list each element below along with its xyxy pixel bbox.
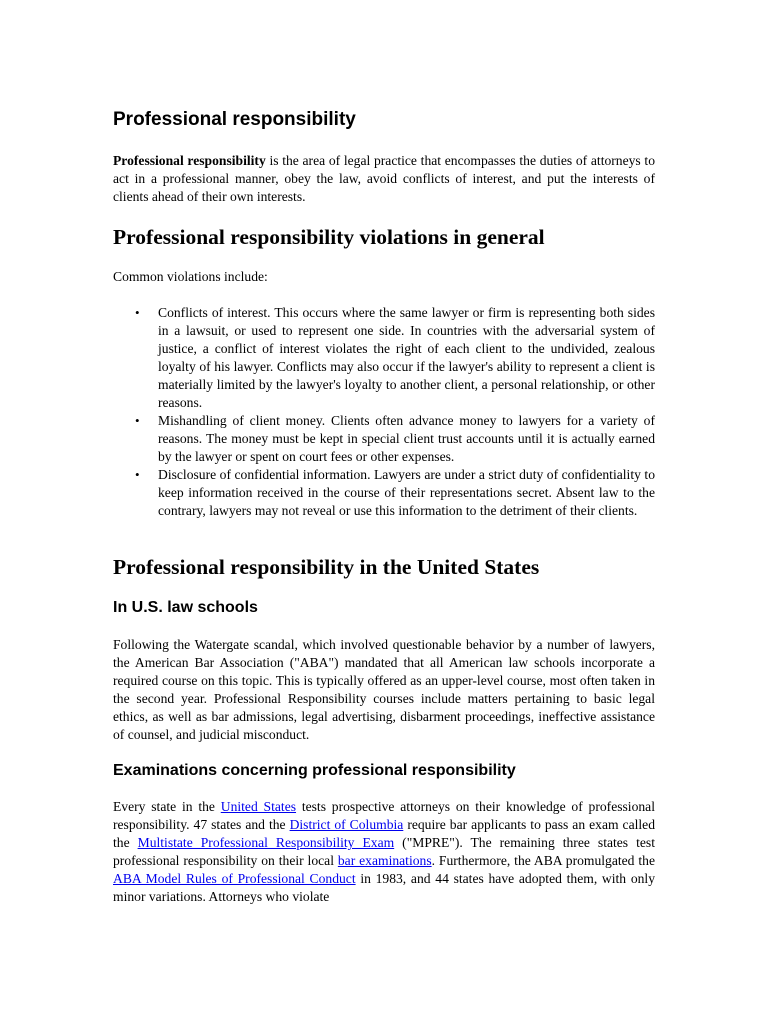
bullet-icon: • bbox=[135, 467, 140, 482]
link-aba-model-rules[interactable]: ABA Model Rules of Professional Conduct bbox=[113, 871, 356, 886]
bullet-icon: • bbox=[135, 305, 140, 320]
link-district-of-columbia[interactable]: District of Columbia bbox=[289, 817, 404, 832]
intro-paragraph bbox=[113, 152, 655, 206]
violations-lead: Common violations include: bbox=[113, 269, 268, 284]
violations-list bbox=[113, 304, 655, 520]
exams-heading: Examinations concerning professional responsibility bbox=[113, 762, 516, 779]
intro-text: is the area of legal practice that encompasses the duties of attorneys to act in a professional manner, obey the law, avoid conflicts of interest, and put the interests of clients ahead of their own interests. bbox=[113, 153, 655, 204]
list-item: • Disclosure of confidential information. Lawyers are under a strict duty of confidentiality to keep information received in the course of their representations secret. Absent law to the contrary, lawyers may not reveal or use this information to the detriment of their clients. bbox=[135, 467, 655, 518]
list-item: • Conflicts of interest. This occurs where the same lawyer or firm is representing both sides in a lawsuit, or used to represent one side. In countries with the adversarial system of justice, a conflict of interest violates the right of each client to the undivided, zealous loyalty of his lawyer. Conflicts may also occur if the lawyer's ability to represent a client is materially limited by the lawyer's loyalty to another client, a personal relationship, or other reasons. bbox=[135, 305, 655, 410]
us-section-heading: Professional responsibility in the United States bbox=[113, 555, 540, 579]
intro-bold-term: Professional responsibility bbox=[113, 153, 266, 168]
link-bar-examinations[interactable]: bar examinations bbox=[337, 853, 432, 868]
exams-paragraph: Every state in the United States tests prospective attorneys on their knowledge of professional responsibility. 47 states and the District of Columbia require bar applicants to pass an exam called the Multistate Professional Responsibility Exam ("MPRE"). The remaining three states test professional responsibility on their local bar examinations. Furthermore, the ABA promulgated the ABA Model Rules of Professional Conduct in 1983, and 44 states have adopted them, with only minor variations. Attorneys who violate bbox=[113, 799, 656, 904]
link-mpre[interactable]: Multistate Professional Responsibility Exam bbox=[137, 835, 395, 850]
link-united-states[interactable]: United States bbox=[220, 799, 297, 814]
page-title: Professional responsibility bbox=[113, 109, 356, 130]
violations-heading: Professional responsibility violations in general bbox=[113, 225, 545, 249]
bullet-icon: • bbox=[135, 413, 140, 428]
list-item: • Mishandling of client money. Clients often advance money to lawyers for a variety of reasons. The money must be kept in special client trust accounts until it is actually earned by the lawyer or spent on court fees or other expenses. bbox=[135, 413, 655, 464]
law-schools-heading: In U.S. law schools bbox=[113, 599, 258, 616]
law-schools-paragraph: Following the Watergate scandal, which involved questionable behavior by a number of lawyers, the American Bar Association ("ABA") mandated that all American law schools incorporate a required course on this topic. This is typically offered as an upper-level course, most often taken in the second year. Professional Responsibility courses include matters pertaining to basic legal ethics, as well as bar admissions, legal advertising, disbarment proceedings, ineffective assistance of counsel, and judicial misconduct. bbox=[113, 637, 655, 742]
